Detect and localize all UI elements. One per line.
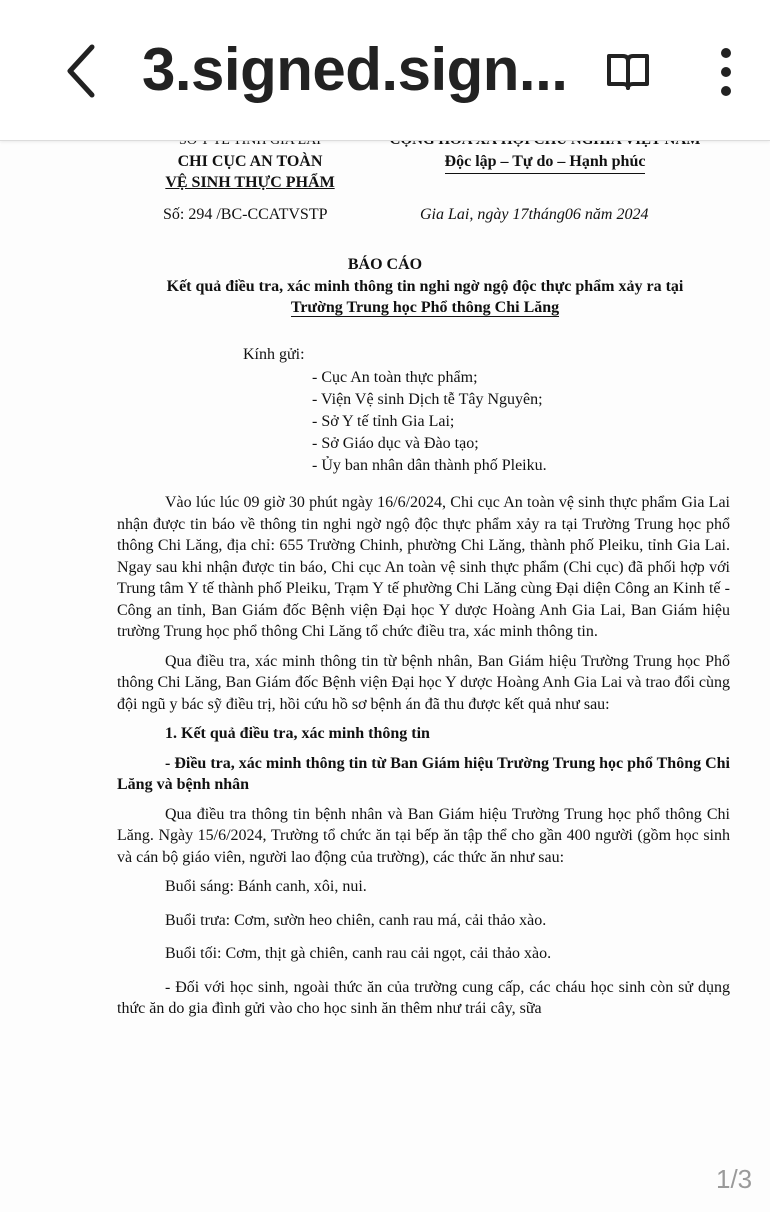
motto-wrap <box>370 151 720 174</box>
paragraph-meals-intro: Qua điều tra thông tin bệnh nhân và Ban Giám hiệu Trường Trung học phổ thông Chi Lăng. Ngày 15/6/2024, Trường tổ chức ăn tại bếp ăn tập thể cho gần 400 người (gồm học sinh và cán bộ giáo viên, người lao động của trường), các thức ăn như sau: <box>117 805 730 866</box>
national-motto: Độc lập – Tự do – Hạnh phúc <box>445 151 646 174</box>
reading-mode-button[interactable] <box>600 44 656 100</box>
recipient-item: - Viện Vệ sinh Dịch tễ Tây Nguyên; <box>312 391 543 408</box>
document-number: Số: 294 /BC-CCATVSTP <box>163 206 328 223</box>
more-vertical-icon <box>720 47 732 97</box>
recipient-item: - Cục An toàn thực phẩm; <box>312 369 478 386</box>
back-button[interactable] <box>52 36 112 106</box>
book-icon <box>605 52 651 92</box>
report-body <box>117 492 730 1028</box>
paragraph-students: - Đối với học sinh, ngoài thức ăn của trường cung cấp, các cháu học sinh còn sử dụng thức ăn do gia đình gửi vào cho học sinh ăn thêm như trái cây, sữa <box>117 978 730 1017</box>
meal-noon: Buổi trưa: Cơm, sườn heo chiên, canh rau má, cải thảo xào. <box>165 911 547 929</box>
more-options-button[interactable] <box>706 40 746 104</box>
report-subtitle-line1: Kết quả điều tra, xác minh thông tin nghi ngờ ngộ độc thực phẩm xảy ra tại <box>166 278 684 295</box>
document-page[interactable] <box>0 120 770 1212</box>
addressee-label: Kính gửi: <box>243 346 305 363</box>
organization-line2-text: VỆ SINH THỰC PHẨM <box>165 174 335 191</box>
report-subtitle <box>110 276 740 318</box>
organization-line2 <box>150 172 350 193</box>
page-indicator: 1/3 <box>716 1164 753 1194</box>
app-bar <box>0 0 770 141</box>
recipient-list <box>312 367 547 477</box>
document-title: 3.signed.sign... <box>142 36 568 103</box>
report-subtitle-line2: Trường Trung học Phổ thông Chi Lăng <box>290 299 560 316</box>
document-date: Gia Lai, ngày 17tháng06 năm 2024 <box>420 206 649 223</box>
meal-evening: Buổi tối: Cơm, thịt gà chiên, canh rau cải ngọt, cải thảo xào. <box>165 945 552 962</box>
paragraph-investigation: Qua điều tra, xác minh thông tin từ bệnh nhân, Ban Giám hiệu Trường Trung học Phổ thông Chi Lăng, Ban Giám đốc Bệnh viện Đại học Y dược Hoàng Anh Gia Lai và trao đổi cùng đội ngũ y bác sỹ điều trị, hồi cứu hồ sơ bệnh án đã thu được kết quả như sau: <box>117 652 730 713</box>
recipient-item: - Ủy ban nhân dân thành phố Pleiku. <box>312 457 547 474</box>
section-heading-1: 1. Kết quả điều tra, xác minh thông tin <box>165 725 430 742</box>
organization-line1: CHI CỤC AN TOÀN <box>177 153 323 170</box>
recipient-item: - Sở Giáo dục và Đào tạo; <box>312 435 479 452</box>
report-subtitle-line2-wrap <box>110 297 740 318</box>
subsection-heading: - Điều tra, xác minh thông tin từ Ban Giám hiệu Trường Trung học phổ Thông Chi Lăng và bệnh nhân <box>117 754 730 793</box>
report-title: BÁO CÁO <box>347 256 423 273</box>
recipient-item: - Sở Y tế tỉnh Gia Lai; <box>312 413 455 430</box>
paragraph-intro: Vào lúc lúc 09 giờ 30 phút ngày 16/6/2024, Chi cục An toàn vệ sinh thực phẩm Gia Lai nhận được tin báo về thông tin nghi ngờ ngộ độc thực phẩm xảy ra tại Trường Trung học phổ thông Chi Lăng, địa chỉ: 655 Trường Chinh, phường Chi Lăng, thành phố Pleiku, tỉnh Gia Lai. Ngay sau khi nhận được tin báo, Chi cục An toàn vệ sinh thực phẩm (Chi cục) đã phối hợp với Trung tâm Y tế thành phố Pleiku, Trạm Y tế phường Chi Lăng cùng Đại diện Công an Kinh tế - Công an tỉnh, Ban Giám đốc Bệnh viện Đại học Y dược Hoàng Anh Gia Lai, Ban Giám hiệu trường Trung học phổ thông Chi Lăng tổ chức điều tra, xác minh thông tin. <box>117 494 730 640</box>
meal-morning: Buổi sáng: Bánh canh, xôi, nui. <box>165 878 367 895</box>
back-arrow-icon <box>62 41 102 101</box>
